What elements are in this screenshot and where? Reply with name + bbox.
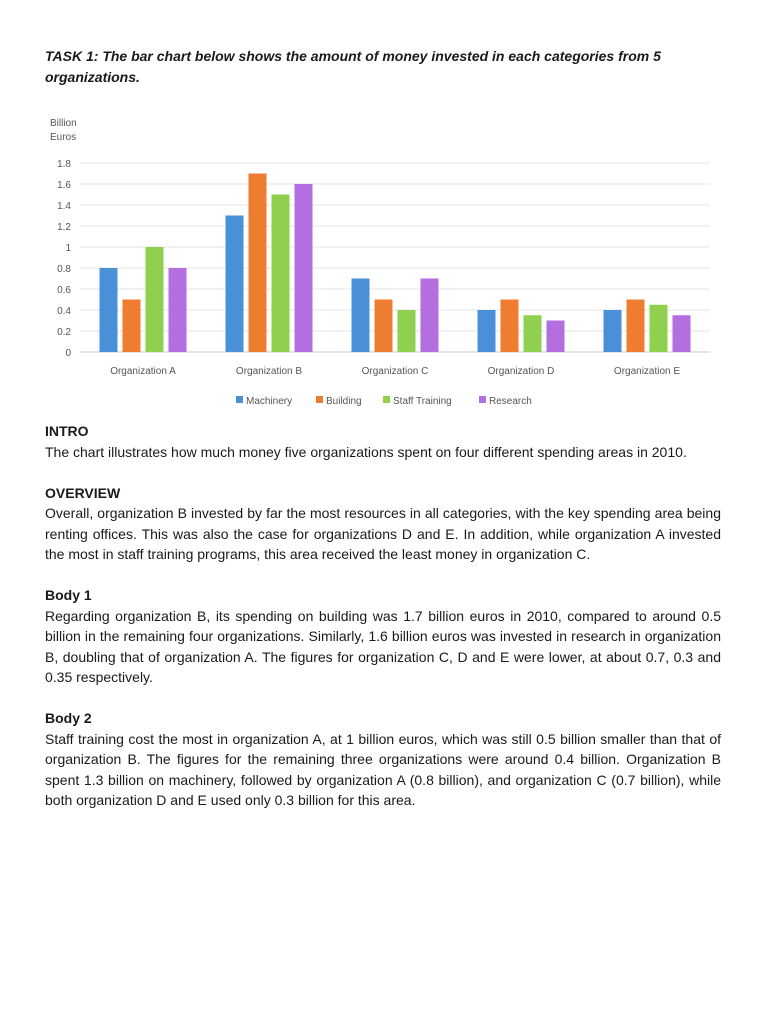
- intro-paragraph: The chart illustrates how much money five organizations spent on four different spending areas in 2010.: [45, 443, 687, 460]
- y-tick-label: 1: [65, 243, 71, 254]
- bar: [650, 305, 668, 352]
- overview-heading: OVERVIEW: [45, 484, 121, 501]
- x-tick-label: Organization A: [110, 366, 176, 377]
- legend-swatch: [383, 396, 390, 403]
- legend-label: Building: [326, 396, 362, 407]
- bar: [604, 310, 622, 352]
- bar: [169, 268, 187, 352]
- legend-label: Staff Training: [393, 396, 452, 407]
- y-tick-label: 0: [65, 348, 71, 359]
- y-tick-label: 1.2: [57, 222, 71, 233]
- legend-label: Machinery: [246, 396, 293, 407]
- legend-swatch: [236, 396, 243, 403]
- legend-swatch: [316, 396, 323, 403]
- x-tick-label: Organization B: [235, 366, 303, 377]
- bar: [627, 300, 645, 353]
- bar: [673, 315, 691, 352]
- essay: [45, 421, 721, 831]
- overview-paragraph: Overall, organization B invested by far the most resources in all categories, with the key spending area being renting offices. This was also the case for organizations D and E. In addition, while organization A invested the most in staff training programs, this area received the least money in organization C.: [45, 505, 721, 562]
- task-label: TASK 1:: [45, 48, 99, 64]
- y-tick-label: 1.4: [57, 201, 71, 212]
- body2-paragraph: Staff training cost the most in organization A, at 1 billion euros, which was still 0.5 billion smaller than that of organization B. The figures for the remaining three organizations were around 0.4 billion. Organization B spent 1.3 billion on machinery, followed by organization A (0.8 billion), and organization C (0.7 billion), while both organization D and E used only 0.3 billion for this area.: [45, 730, 721, 808]
- bar: [421, 279, 439, 353]
- body2-heading: Body 2: [45, 710, 92, 726]
- x-tick-label: Organization C: [361, 366, 429, 377]
- bar: [146, 247, 164, 352]
- bar: [501, 300, 519, 353]
- bar: [478, 310, 496, 352]
- y-axis-label-line2: Euros: [50, 132, 77, 143]
- x-tick-label: Organization D: [487, 366, 555, 377]
- task-prompt: [45, 46, 721, 88]
- body1-paragraph: Regarding organization B, its spending on building was 1.7 billion euros in 2010, compared to around 0.5 billion in the remaining four organizations. Similarly, 1.6 billion euros was invested in research in organization B, doubling that of organization A. The figures for organization C, D and E were lower, at about 0.7, 0.3 and 0.35 respectively.: [45, 607, 721, 685]
- intro-heading: INTRO: [45, 423, 89, 439]
- bar-chart: [0, 110, 768, 410]
- bar: [100, 268, 118, 352]
- bar: [123, 300, 141, 353]
- legend-swatch: [479, 396, 486, 403]
- bar: [524, 315, 542, 352]
- bar: [226, 216, 244, 353]
- x-tick-label: Organization E: [613, 366, 681, 377]
- body1-heading: Body 1: [45, 587, 92, 603]
- y-tick-label: 0.6: [57, 285, 71, 296]
- bar: [398, 310, 416, 352]
- bars: [100, 174, 691, 353]
- bar: [547, 321, 565, 353]
- y-tick-label: 1.6: [57, 180, 71, 191]
- bar: [272, 195, 290, 353]
- y-tick-label: 0.8: [57, 264, 71, 275]
- y-tick-label: 0.2: [57, 327, 71, 338]
- bar: [295, 184, 313, 352]
- bar: [249, 174, 267, 353]
- y-axis-label-line1: Billion: [50, 118, 77, 129]
- bar: [352, 279, 370, 353]
- y-tick-label: 1.8: [57, 159, 71, 170]
- legend: [236, 396, 532, 407]
- task-text: The bar chart below shows the amount of money invested in each categories from 5 organizations.: [45, 48, 661, 85]
- y-tick-label: 0.4: [57, 306, 71, 317]
- bar: [375, 300, 393, 353]
- legend-label: Research: [489, 396, 532, 407]
